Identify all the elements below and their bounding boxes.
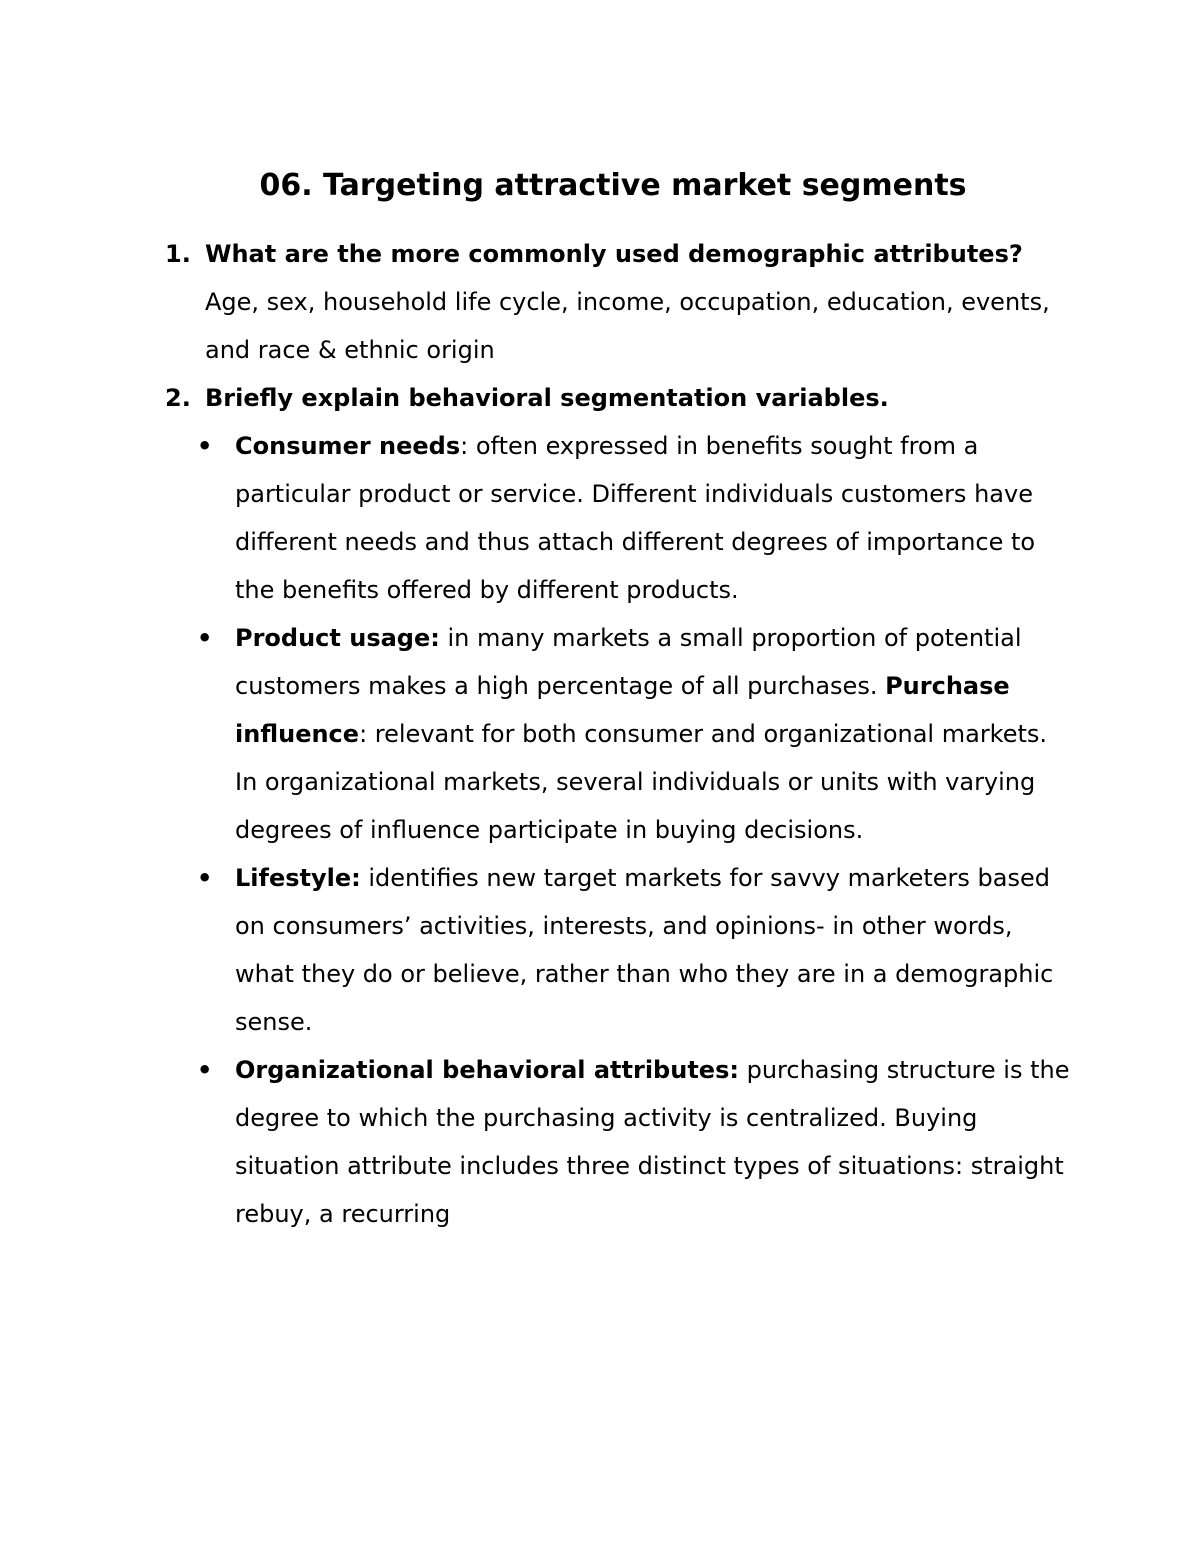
list-item — [165, 854, 1070, 1046]
question-number: 1. — [165, 240, 191, 268]
question-2 — [165, 374, 1070, 422]
list-item — [165, 422, 1070, 614]
bullet-text-secondary: : relevant for both consumer and organizational markets. In organizational markets, several individuals or units with varying degrees of influence participate in buying decisions. — [235, 720, 1048, 844]
bullet-icon: • — [197, 864, 213, 892]
bullet-icon: • — [197, 432, 213, 460]
bullet-list — [165, 422, 1070, 1238]
document-body — [165, 230, 1070, 1238]
bullet-icon: • — [197, 1056, 213, 1084]
bullet-term: Consumer needs — [235, 432, 461, 460]
question-number: 2. — [165, 384, 191, 412]
page-title: 06. Targeting attractive market segments — [259, 168, 967, 203]
question-text: What are the more commonly used demographic attributes? — [205, 240, 1023, 268]
bullet-term: Product usage: — [235, 624, 440, 652]
bullet-text: identifies new target markets for savvy marketers based on consumers’ activities, interests, and opinions- in other words, what they do or believe, rather than who they are in a demographic sense. — [235, 864, 1054, 1036]
bullet-icon: • — [197, 624, 213, 652]
answer-text: Age, sex, household life cycle, income, occupation, education, events, and race & ethnic origin — [205, 288, 1050, 364]
bullet-text: purchasing structure is the degree to which the purchasing activity is centralized. Buying situation attribute includes three distinct types of situations: straight rebuy, a recurring — [235, 1056, 1070, 1228]
bullet-text: : often expressed in benefits sought from a particular product or service. Different individuals customers have different needs and thus attach different degrees of importance to the benefits offered by different products. — [235, 432, 1036, 604]
bullet-text: in many markets a small proportion of potential customers makes a high percentage of all purchases. — [235, 624, 1022, 700]
list-item — [165, 614, 1070, 854]
list-item — [165, 1046, 1070, 1238]
question-1 — [165, 230, 1070, 374]
bullet-term-secondary: Purchase influence — [235, 672, 1010, 748]
question-text: Briefly explain behavioral segmentation variables. — [205, 384, 889, 412]
bullet-term: Lifestyle: — [235, 864, 361, 892]
bullet-term: Organizational behavioral attributes: — [235, 1056, 739, 1084]
